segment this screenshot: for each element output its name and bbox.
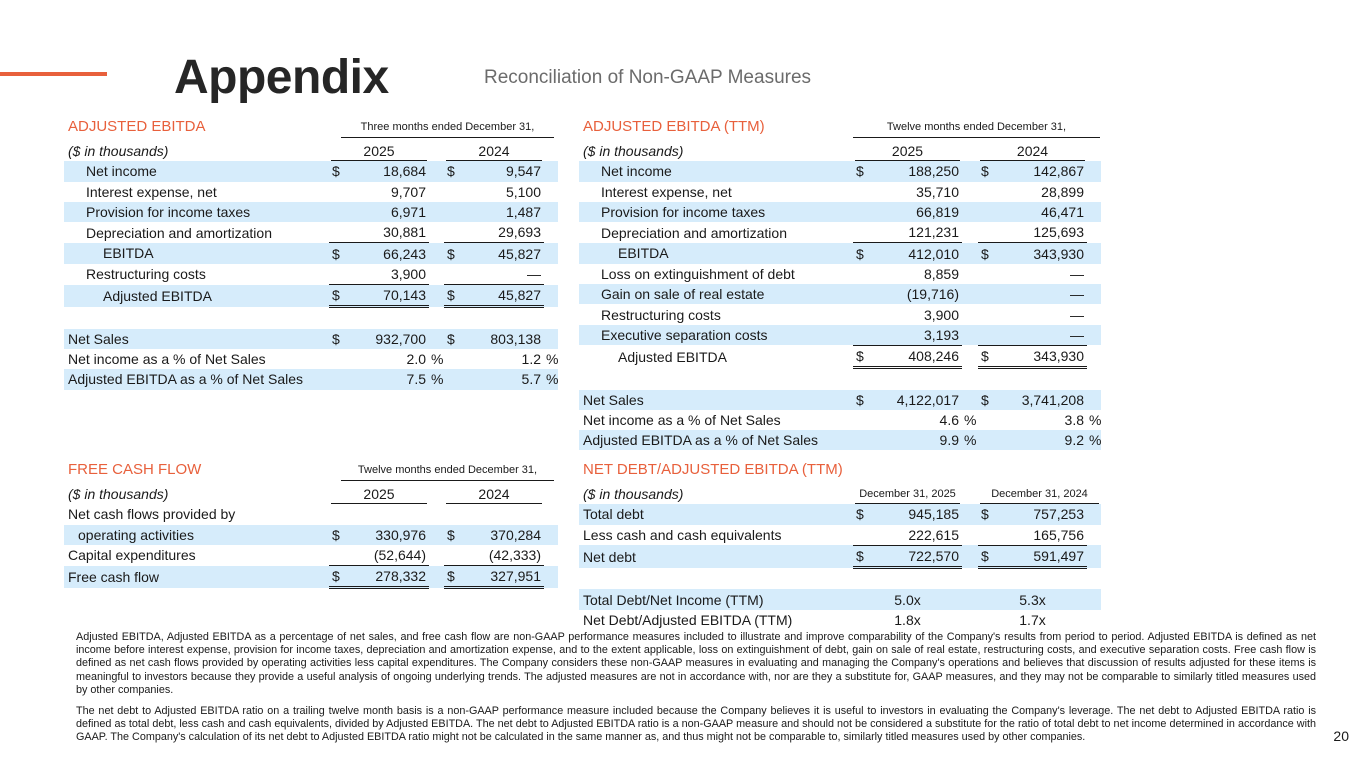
- ratio-2025: 5.0x: [853, 589, 962, 609]
- dollar-sign: $: [978, 545, 992, 567]
- section-title: ADJUSTED EBITDA (TTM): [583, 118, 765, 135]
- units-label: ($ in thousands): [583, 486, 684, 503]
- header-row: [64, 141, 558, 161]
- value-2024: 165,756: [992, 525, 1087, 546]
- value-2025: 3,193: [867, 325, 962, 346]
- value-2024: 5.7: [458, 369, 544, 389]
- free-cash-flow-table: [64, 484, 558, 589]
- dollar-sign: $: [329, 329, 343, 349]
- value-2025: 7.5: [343, 369, 429, 389]
- table-row: [64, 566, 558, 588]
- value-2024: 9,547: [458, 161, 544, 181]
- value-2025: 9,707: [390, 183, 426, 200]
- row-label: Depreciation and amortization: [601, 224, 787, 241]
- dollar-sign: [329, 202, 343, 222]
- table-row: [579, 545, 1101, 567]
- spacer-row: [579, 568, 1101, 590]
- row-label: Adjusted EBITDA: [618, 348, 727, 365]
- dollar-sign: [444, 202, 458, 222]
- dollar-sign: [329, 264, 343, 285]
- value-2025: 3,900: [343, 264, 429, 285]
- value-2025: 722,570: [867, 545, 962, 567]
- dollar-sign: [978, 182, 992, 202]
- dollar-sign: [978, 284, 992, 304]
- dollar-sign: [853, 284, 867, 304]
- page-subtitle: Reconciliation of Non-GAAP Measures: [484, 67, 812, 88]
- value-2025: 66,819: [867, 202, 962, 222]
- value-2024: 757,253: [992, 504, 1087, 524]
- dollar-sign: $: [978, 390, 992, 410]
- dollar-sign: $: [329, 285, 343, 307]
- value-2025: 18,684: [343, 161, 429, 181]
- units-label: ($ in thousands): [583, 143, 684, 160]
- value-2025: 4.6: [939, 412, 959, 428]
- dollar-sign: $: [444, 525, 458, 545]
- dollar-sign: [853, 304, 867, 324]
- value-2024: 46,471: [992, 202, 1087, 222]
- header-row: [579, 484, 1101, 504]
- accent-line: [0, 72, 107, 76]
- page-number: 20: [1333, 728, 1349, 744]
- table-row: [579, 504, 1101, 524]
- table-row: [579, 202, 1101, 222]
- header-row: [579, 141, 1101, 161]
- dollar-sign: $: [978, 504, 992, 524]
- row-label: Depreciation and amortization: [86, 224, 272, 241]
- value-2025: 4,122,017: [867, 390, 962, 410]
- dollar-sign: $: [978, 243, 992, 264]
- value-2025: 2.0: [406, 351, 426, 368]
- dollar-sign: [853, 264, 867, 284]
- value-2025: 412,010: [867, 243, 962, 264]
- dollar-sign: $: [329, 243, 343, 264]
- percent-sign: %: [429, 369, 444, 389]
- dollar-sign: [444, 222, 458, 243]
- row-label: Loss on extinguishment of debt: [601, 265, 795, 282]
- table-row: [64, 545, 558, 566]
- net-debt-rows: [579, 504, 1101, 630]
- value-2024: 591,497: [992, 545, 1087, 567]
- table-row: [64, 182, 558, 202]
- units-label: ($ in thousands): [68, 143, 169, 160]
- period-label: Twelve months ended December 31,: [341, 463, 554, 481]
- dollar-sign: $: [444, 243, 458, 264]
- row-label: Provision for income taxes: [579, 202, 853, 222]
- dollar-sign: $: [978, 345, 992, 367]
- dollar-sign: [853, 525, 867, 546]
- row-label: Net debt: [579, 545, 853, 567]
- table-row: [579, 345, 1101, 367]
- dollar-sign: $: [853, 390, 867, 410]
- dollar-sign: $: [444, 161, 458, 181]
- table-row: [579, 161, 1101, 181]
- dollar-sign: [853, 325, 867, 346]
- free-cash-flow-section: [64, 460, 558, 589]
- row-label: Net income as a % of Net Sales: [583, 412, 781, 428]
- value-2024: —: [458, 264, 544, 285]
- row-label: Capital expenditures: [68, 547, 196, 564]
- ratio-2025: 1.8x: [894, 611, 921, 628]
- dollar-sign: $: [329, 566, 343, 588]
- table-row: [64, 222, 558, 243]
- value-2025: 408,246: [867, 345, 962, 367]
- value-2024: 28,899: [1041, 183, 1084, 200]
- dollar-sign: $: [853, 161, 867, 181]
- dollar-sign: $: [853, 545, 867, 567]
- dollar-sign: $: [978, 161, 992, 181]
- value-2024: 1.2: [521, 351, 541, 368]
- header-row: [64, 484, 558, 504]
- table-row: [579, 410, 1101, 430]
- spacer-row: [64, 307, 558, 329]
- value-2024: 29,693: [458, 222, 544, 243]
- adjusted-ebitda-ttm-rows: [579, 161, 1101, 450]
- row-label: Net income: [579, 161, 853, 181]
- table-row: [579, 430, 1101, 450]
- row-label: Net Sales: [579, 390, 853, 410]
- table-row: [64, 329, 558, 349]
- adjusted-ebitda-rows: [64, 161, 558, 389]
- dollar-sign: [853, 202, 867, 222]
- dollar-sign: [329, 182, 343, 202]
- dollar-sign: [853, 182, 867, 202]
- dollar-sign: $: [853, 345, 867, 367]
- dollar-sign: [978, 202, 992, 222]
- dollar-sign: [329, 222, 343, 243]
- dollar-sign: [444, 545, 458, 566]
- row-label: Net cash flows provided by: [68, 506, 236, 523]
- table-row: [64, 369, 558, 389]
- value-2025: 188,250: [867, 161, 962, 181]
- footnote-non-gaap: Adjusted EBITDA, Adjusted EBITDA as a percentage of net sales, and free cash flow are non-GAAP performance measures included to illustrate and improve comparability of the Company's results from period to period. Adjusted EBITDA is defined as net income before interest expense, provision for income taxes, depreciation and amortization expense, and to the extent applicable, loss on extinguishment of debt, gain on sale of real estate, restructuring costs, and executive separation costs. Free cash flow is defined as net cash flows provided by operating activities less capital expenditures. The Company considers these non-GAAP measures in evaluating and managing the Company's operations and believes that discussion of results adjusted for these items is meaningful to investors because they provide a useful analysis of ongoing underlying trends. The adjusted measures are not in accordance with, nor are they a substitute for, GAAP measures, and they may not be comparable to similarly titled measures used by other companies.: [76, 631, 1316, 696]
- ratio-2024: 5.3x: [978, 589, 1087, 609]
- table-row: [579, 182, 1101, 202]
- row-label: Less cash and cash equivalents: [583, 526, 782, 543]
- value-2025: 121,231: [867, 222, 962, 243]
- dollar-sign: $: [853, 243, 867, 264]
- table-row: [579, 243, 1101, 264]
- row-label: operating activities: [64, 525, 329, 545]
- date-header: December 31, 2025: [855, 485, 960, 504]
- section-title: FREE CASH FLOW: [68, 461, 202, 478]
- value-2024: —: [992, 325, 1087, 346]
- value-2024: 3,741,208: [992, 390, 1087, 410]
- row-label: Net Debt/Adjusted EBITDA (TTM): [583, 611, 793, 628]
- dollar-sign: $: [444, 285, 458, 307]
- row-label: Net Sales: [64, 329, 329, 349]
- value-2024: —: [992, 284, 1087, 304]
- free-cash-flow-rows: [64, 504, 558, 588]
- year-header: 2025: [331, 485, 427, 504]
- net-debt-section: [579, 460, 1101, 630]
- row-label: Interest expense, net: [86, 183, 217, 200]
- value-2025: 932,700: [343, 329, 429, 349]
- date-header: December 31, 2024: [980, 485, 1098, 504]
- dollar-sign: $: [329, 161, 343, 181]
- footnote-net-debt: The net debt to Adjusted EBITDA ratio on a trailing twelve month basis is a non-GAAP performance measure included because the Company believes it is useful to investors in evaluating the Company's leverage. The net debt to Adjusted EBITDA ratio is defined as total debt, less cash and cash equivalents, divided by Adjusted EBITDA. The net debt to Adjusted EBITDA ratio is a non-GAAP measure and should not be considered a substitute for the ratio of total debt to net income determined in accordance with GAAP. The Company's calculation of its net debt to Adjusted EBITDA ratio might not be calculated in the same manner as, and thus might not be comparable to, similarly titled measures used by other companies.: [76, 705, 1316, 744]
- table-row: [579, 264, 1101, 284]
- adjusted-ebitda-section: [64, 117, 558, 390]
- row-label: Provision for income taxes: [64, 202, 329, 222]
- section-title: ADJUSTED EBITDA: [68, 118, 206, 135]
- table-row: [64, 243, 558, 264]
- row-label: Net income as a % of Net Sales: [68, 351, 266, 368]
- value-2024: 1,487: [458, 202, 544, 222]
- ratio-2024: 1.7x: [1019, 611, 1046, 628]
- row-label: EBITDA: [64, 243, 329, 264]
- row-label: Interest expense, net: [601, 183, 732, 200]
- percent-sign: %: [964, 412, 977, 428]
- table-row: [579, 222, 1101, 243]
- table-row: [579, 525, 1101, 546]
- table-row: [64, 264, 558, 285]
- adjusted-ebitda-table: [64, 141, 558, 390]
- value-2025: 330,976: [343, 525, 429, 545]
- table-row: [64, 525, 558, 545]
- value-2025: 70,143: [343, 285, 429, 307]
- net-debt-table: [579, 484, 1101, 630]
- value-2024: 45,827: [458, 243, 544, 264]
- dollar-sign: [329, 545, 343, 566]
- value-2025: 222,615: [867, 525, 962, 546]
- section-title: NET DEBT/ADJUSTED EBITDA (TTM): [583, 461, 843, 478]
- value-2025: (19,716): [867, 284, 962, 304]
- adjusted-ebitda-ttm-table: [579, 141, 1101, 450]
- value-2024: 5,100: [505, 183, 541, 200]
- value-2025: 35,710: [916, 183, 959, 200]
- value-2024: (42,333): [458, 545, 544, 566]
- row-label: Restructuring costs: [86, 266, 206, 283]
- value-2025: 945,185: [867, 504, 962, 524]
- value-2024: 9.2: [992, 430, 1087, 450]
- percent-sign: %: [1089, 412, 1102, 428]
- value-2024: 343,930: [992, 243, 1087, 264]
- dollar-sign: [978, 304, 992, 324]
- table-row: [64, 202, 558, 222]
- year-header: 2024: [446, 485, 542, 504]
- value-2025: 9.9: [867, 430, 962, 450]
- value-2025: 6,971: [343, 202, 429, 222]
- table-row: [64, 504, 558, 524]
- period-label: Twelve months ended December 31,: [853, 120, 1100, 138]
- dollar-sign: [978, 525, 992, 546]
- page-title: Appendix: [174, 51, 389, 104]
- units-label: ($ in thousands): [68, 486, 169, 503]
- value-2024: 370,284: [458, 525, 544, 545]
- row-label: Net income: [64, 161, 329, 181]
- value-2025: (52,644): [343, 545, 429, 566]
- row-label: Restructuring costs: [601, 306, 721, 323]
- percent-sign: %: [546, 351, 559, 368]
- value-2024: 803,138: [458, 329, 544, 349]
- value-2024: —: [1070, 306, 1084, 323]
- dollar-sign: [978, 264, 992, 284]
- dollar-sign: $: [853, 504, 867, 524]
- table-row: [579, 325, 1101, 346]
- table-row: [64, 285, 558, 307]
- adjusted-ebitda-ttm-section: [579, 117, 1101, 450]
- table-row: [579, 284, 1101, 304]
- row-label: Adjusted EBITDA as a % of Net Sales: [64, 369, 329, 389]
- spacer-row: [579, 368, 1101, 390]
- year-header: 2024: [446, 142, 542, 161]
- row-label: Executive separation costs: [579, 325, 853, 346]
- year-header: 2025: [331, 142, 427, 161]
- table-row: [579, 589, 1101, 609]
- row-label: Total debt: [579, 504, 853, 524]
- year-header: 2025: [855, 142, 960, 161]
- value-2024: 3.8: [1064, 412, 1084, 428]
- row-label: Adjusted EBITDA as a % of Net Sales: [579, 430, 853, 450]
- dollar-sign: [978, 222, 992, 243]
- row-label: Adjusted EBITDA: [64, 285, 329, 307]
- value-2024: 125,693: [992, 222, 1087, 243]
- dollar-sign: [853, 222, 867, 243]
- value-2025: 66,243: [343, 243, 429, 264]
- row-label: Free cash flow: [64, 566, 329, 588]
- value-2025: 3,900: [923, 306, 959, 323]
- value-2024: 327,951: [458, 566, 544, 588]
- table-row: [64, 349, 558, 369]
- table-row: [64, 161, 558, 181]
- value-2024: 343,930: [992, 345, 1087, 367]
- row-label: EBITDA: [579, 243, 853, 264]
- dollar-sign: $: [329, 525, 343, 545]
- value-2025: 278,332: [343, 566, 429, 588]
- dollar-sign: [444, 264, 458, 285]
- period-label: Three months ended December 31,: [341, 120, 554, 138]
- percent-sign: %: [431, 351, 444, 368]
- value-2024: —: [1070, 265, 1084, 282]
- dollar-sign: [978, 325, 992, 346]
- value-2025: 30,881: [343, 222, 429, 243]
- table-row: [579, 610, 1101, 630]
- value-2024: 45,827: [458, 285, 544, 307]
- table-row: [579, 304, 1101, 324]
- percent-sign: %: [1087, 430, 1101, 450]
- dollar-sign: $: [444, 566, 458, 588]
- row-label: Total Debt/Net Income (TTM): [579, 589, 853, 609]
- value-2024: 142,867: [992, 161, 1087, 181]
- row-label: Gain on sale of real estate: [579, 284, 853, 304]
- dollar-sign: [444, 182, 458, 202]
- percent-sign: %: [962, 430, 978, 450]
- percent-sign: %: [544, 369, 558, 389]
- value-2025: 8,859: [923, 265, 959, 282]
- dollar-sign: $: [444, 329, 458, 349]
- table-row: [579, 390, 1101, 410]
- year-header: 2024: [980, 142, 1085, 161]
